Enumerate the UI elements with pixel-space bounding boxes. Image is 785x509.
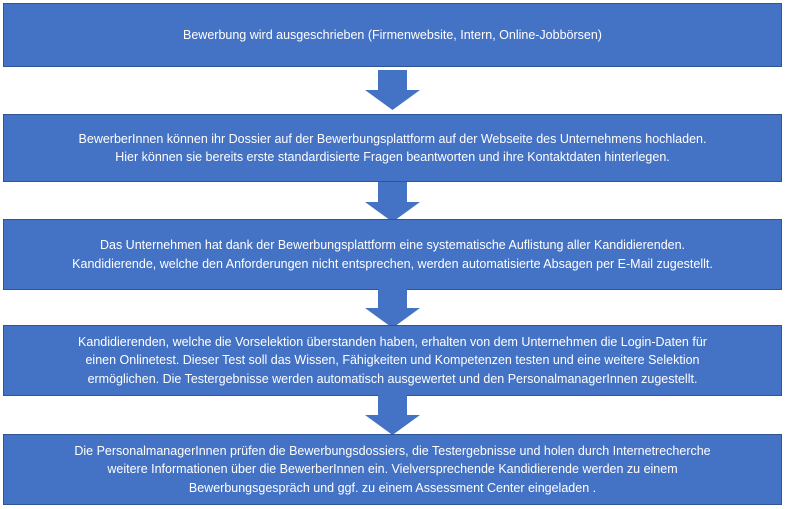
flow-step-3 [3,219,782,290]
flow-step-5-text [66,442,718,498]
flow-step-3-line-1: Das Unternehmen hat dank der Bewerbungsplattform eine systematische Auflistung aller Kandidierenden. [99,238,686,252]
flow-step-5 [3,434,782,505]
flow-step-5-line-3: Bewerbungsgespräch und ggf. zu einem Assessment Center eingeladen . [188,480,597,495]
flow-step-1 [3,3,782,67]
flow-step-2 [3,114,782,182]
down-arrow-icon [365,70,420,110]
flow-step-4-text [70,333,715,389]
down-arrow-icon [365,395,420,435]
flow-step-2-line-2: Hier können sie bereits erste standardisierte Fragen beantworten und ihre Kontaktdaten hinterlegen. [115,150,670,164]
flow-step-2-line-1: BewerberInnen können ihr Dossier auf der Bewerbungsplattform auf der Webseite des Unternehmens hochladen. [78,131,707,146]
flow-step-4 [3,325,782,396]
flow-step-4-line-2: einen Onlinetest. Dieser Test soll das Wissen, Fähigkeiten und Kompetenzen testen und eine weitere Selektion [85,353,700,368]
flow-step-4-line-1: Kandidierenden, welche die Vorselektion überstanden haben, erhalten von dem Unternehmen die Login-Daten für [78,334,707,349]
flow-step-1-text [175,26,610,45]
down-arrow-icon [365,182,420,222]
flow-step-5-line-2: weitere Informationen über die BewerberInnen ein. Vielversprechende Kandidierende werden zu einem [107,462,678,477]
flow-step-5-line-1: Die PersonalmanagerInnen prüfen die Bewerbungsdossiers, die Testergebnisse und holen durch Internetrecherche [74,443,711,458]
flow-step-1-line-1: Bewerbung wird ausgeschrieben (Firmenwebsite, Intern, Online-Jobbörsen) [183,27,602,42]
flow-step-2-text [71,130,715,167]
flow-step-4-line-3: ermöglichen. Die Testergebnisse werden automatisch ausgewertet und den PersonalmanagerInnen zugestellt. [87,371,698,386]
down-arrow-icon [365,288,420,328]
flow-step-3-text [64,236,721,273]
flow-step-3-line-2: Kandidierende, welche den Anforderungen nicht entsprechen, werden automatisierte Absagen per E-Mail zugestellt. [72,256,713,271]
